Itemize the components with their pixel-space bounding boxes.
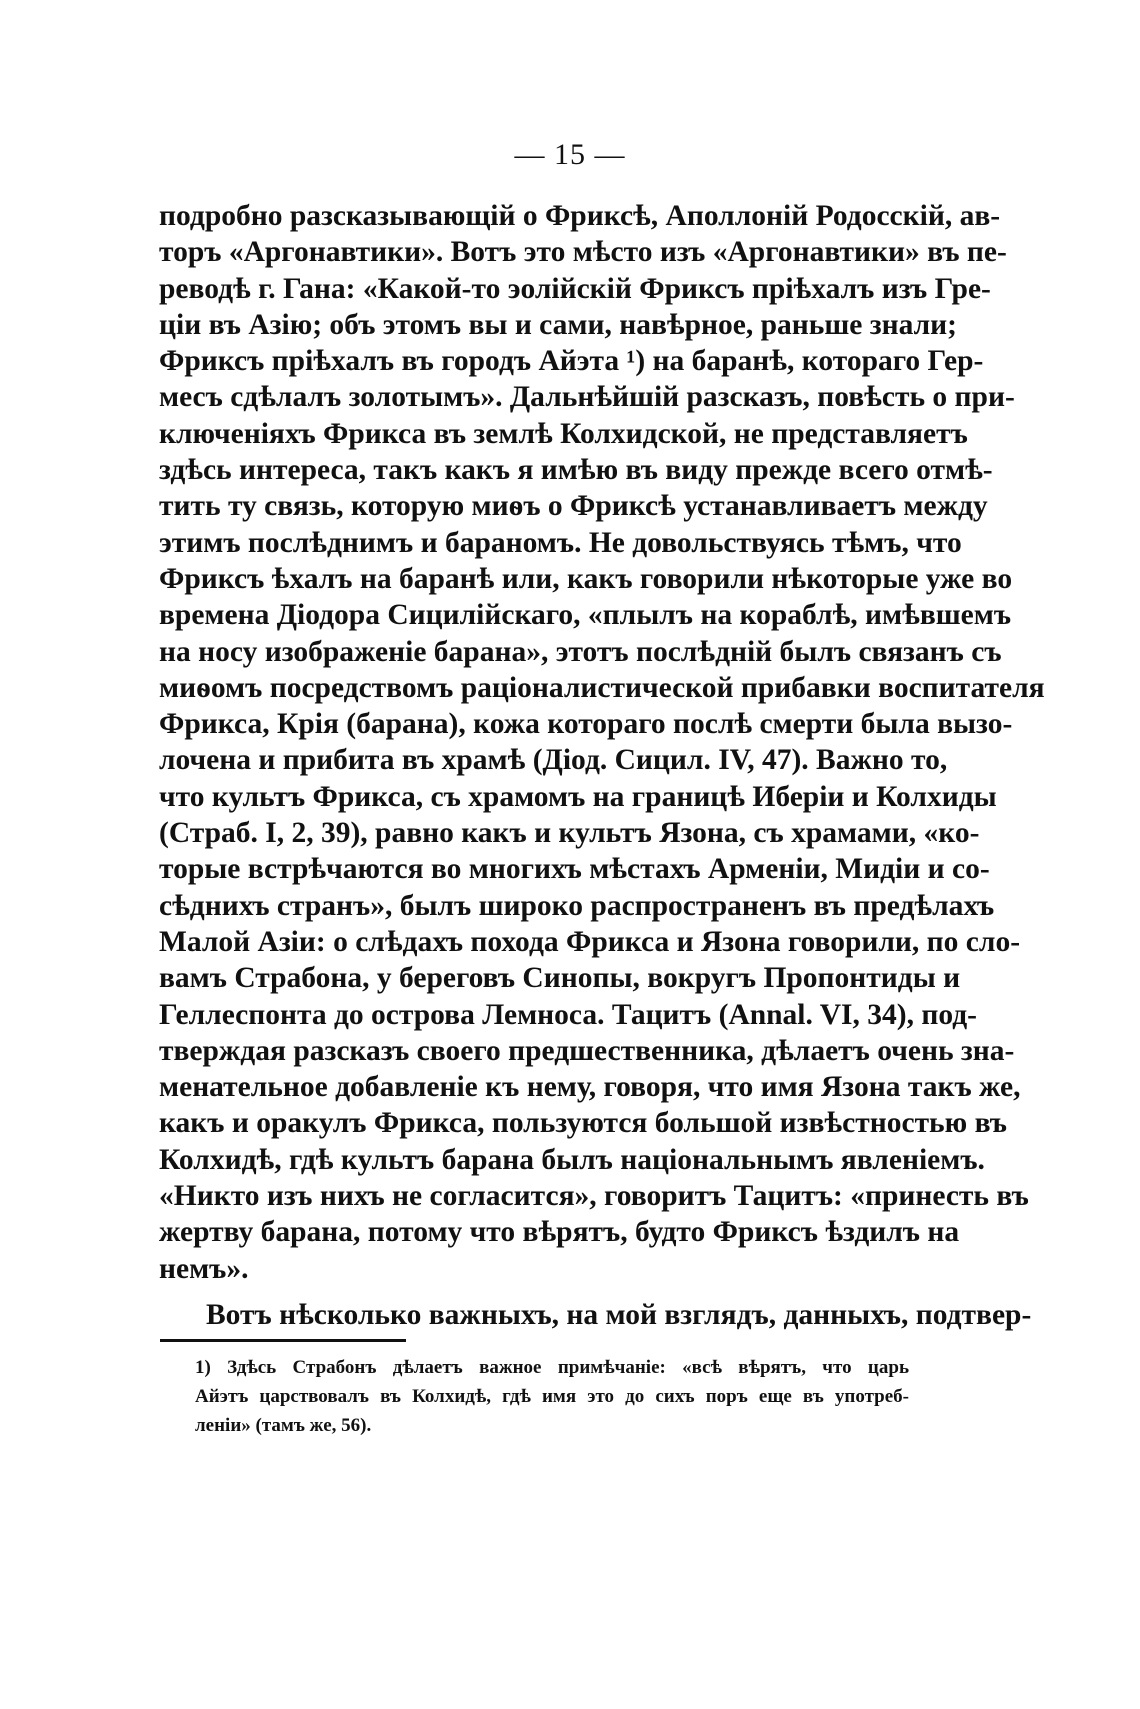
text-line: торые встрѣчаются во многихъ мѣстахъ Арменіи, Мидіи и со- (159, 853, 990, 886)
text-line: Фриксъ ѣхалъ на баранѣ или, какъ говорили нѣкоторые уже во (159, 562, 1013, 595)
text-line: Фриксъ пріѣхалъ въ городъ Айэта ¹) на баранѣ, котораго Гер- (159, 345, 984, 378)
text-line: ключеніяхъ Фрикса въ землѣ Колхидской, не представляетъ (159, 417, 968, 450)
text-line: Фрикса, Крія (барана), кожа котораго послѣ смерти была вызо- (159, 708, 1013, 741)
footnote-line: Айэтъ царствовалъ въ Колхидѣ, гдѣ имя это до сихъ поръ еще въ употреб- (195, 1386, 909, 1407)
text-line: миѳомъ посредствомъ раціоналистической прибавки воспитателя (159, 671, 1045, 704)
footnote (195, 1353, 909, 1440)
text-line: Колхидѣ, гдѣ культъ барана былъ національнымъ явленіемъ. (159, 1143, 985, 1176)
footnote-separator (160, 1339, 406, 1342)
paragraph-start-line: Вотъ нѣсколько важныхъ, на мой взглядъ, данныхъ, подтвер- (206, 1298, 1032, 1331)
text-line: «Никто изъ нихъ не согласится», говоритъ Тацитъ: «принесть въ (159, 1180, 1029, 1213)
text-line: торъ «Аргонавтики». Вотъ это мѣсто изъ «Аргонавтики» въ пе- (159, 236, 1007, 269)
text-line: на носу изображеніе барана», этотъ послѣдній былъ связанъ съ (159, 635, 1002, 668)
text-line: этимъ послѣднимъ и бараномъ. Не довольствуясь тѣмъ, что (159, 526, 962, 559)
text-line: времена Діодора Сицилійскаго, «плылъ на кораблѣ, имѣвшемъ (159, 599, 1012, 632)
text-line: сѣднихъ странъ», былъ широко распространенъ въ предѣлахъ (159, 889, 995, 922)
text-line: лочена и прибита въ храмѣ (Діод. Сицил. IV, 47). Важно то, (159, 744, 948, 777)
text-line: тить ту связь, которую миѳъ о Фриксѣ устанавливаетъ между (159, 490, 988, 523)
page-number: — 15 — (514, 138, 626, 171)
text-line: жертву барана, потому что вѣрятъ, будто Фриксъ ѣздилъ на (159, 1216, 960, 1249)
text-line: вамъ Страбона, у береговъ Синопы, вокругъ Пропонтиды и (159, 962, 961, 995)
text-line: месъ сдѣлалъ золотымъ». Дальнѣйшій разсказъ, повѣсть о при- (159, 381, 1015, 414)
text-line: тверждая разсказъ своего предшественника, дѣлаетъ очень зна- (159, 1034, 1015, 1067)
text-line: какъ и оракулъ Фрикса, пользуются большой извѣстностью въ (159, 1107, 1007, 1140)
text-line: менательное добавленіе къ нему, говоря, что имя Язона такъ же, (159, 1071, 1021, 1104)
text-line: Геллеспонта до острова Лемноса. Тацитъ (Annal. VI, 34), под- (159, 998, 977, 1031)
footnote-line: леніи» (тамъ же, 56). (195, 1415, 372, 1436)
footnote-line: 1) Здѣсь Страбонъ дѣлаетъ важное примѣчаніе: «всѣ вѣрятъ, что царь (195, 1357, 909, 1378)
text-line: Малой Азіи: о слѣдахъ похода Фрикса и Язона говорили, по сло- (159, 925, 1021, 958)
text-line: здѣсь интереса, такъ какъ я имѣю въ виду прежде всего отмѣ- (159, 454, 993, 487)
text-line: реводѣ г. Гана: «Какой-то эолійскій Фриксъ пріѣхалъ изъ Гре- (159, 272, 991, 305)
text-line: немъ». (159, 1252, 249, 1285)
text-line: (Страб. I, 2, 39), равно какъ и культъ Язона, съ храмами, «ко- (159, 817, 980, 850)
text-line: ціи въ Азію; объ этомъ вы и сами, навѣрное, раньше знали; (159, 308, 957, 341)
body-text (159, 198, 1045, 1333)
text-line: подробно разсказывающій о Фриксѣ, Аполлоній Родосскій, ав- (159, 200, 1001, 232)
text-line: что культъ Фрикса, съ храмомъ на границѣ Иберіи и Колхиды (159, 780, 997, 813)
